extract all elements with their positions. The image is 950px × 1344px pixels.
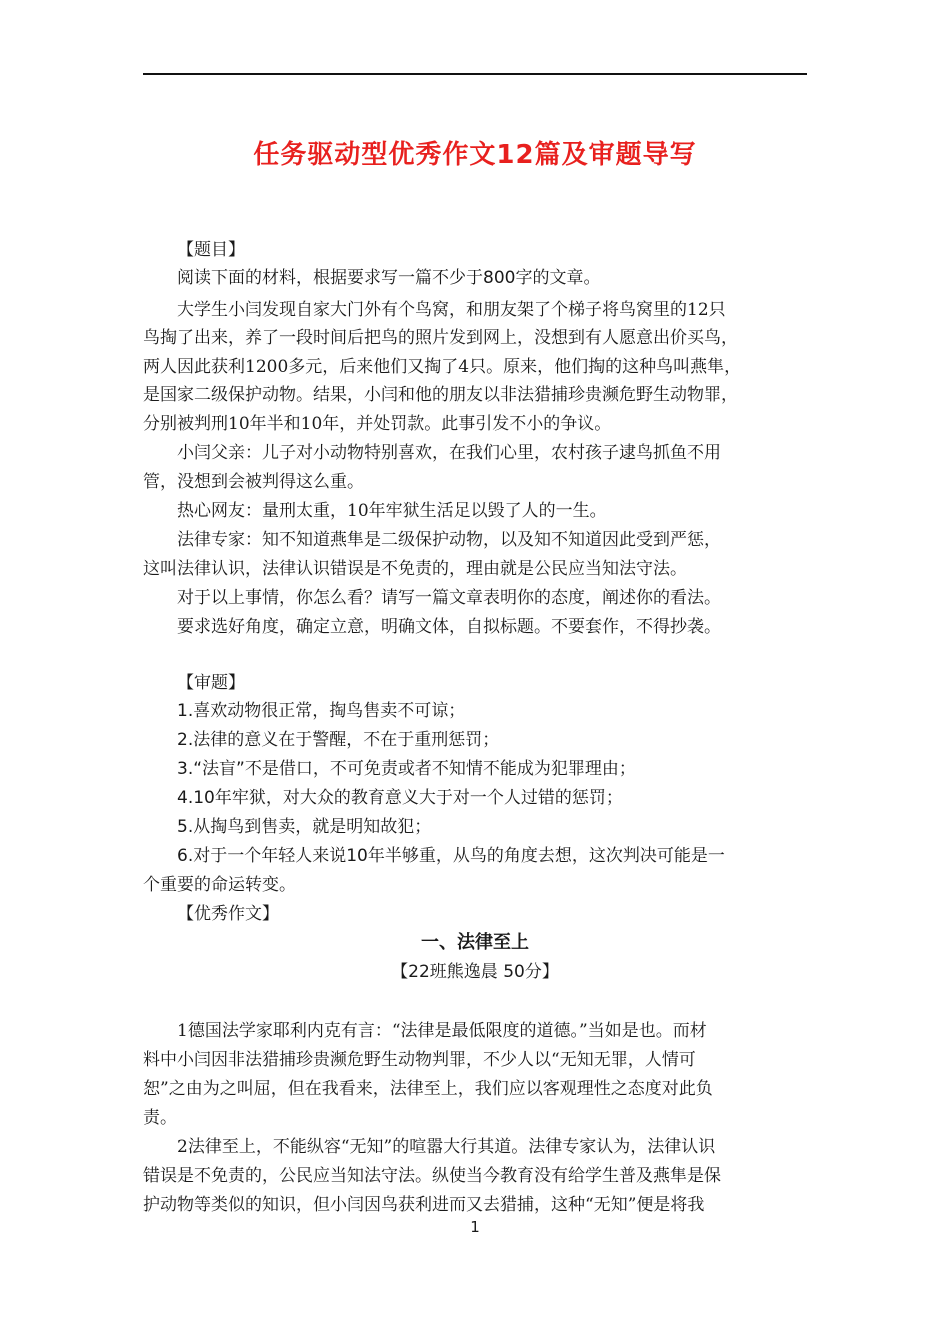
document-title: 任务驱动型优秀作文12篇及审题导写 (253, 140, 697, 170)
header-rule (143, 73, 807, 75)
topic-line: 对于以上事情，你怎么看？请写一篇文章表明你的态度，阐述你的看法。 (177, 588, 721, 608)
section-label-analysis: 【审题】 (177, 673, 245, 693)
analysis-point: 3.“法盲”不是借口，不可免责或者不知情不能成为犯罪理由； (177, 759, 636, 779)
section-label-topic: 【题目】 (177, 240, 245, 260)
topic-line: 热心网友：量刑太重，10年牢狱生活足以毁了人的一生。 (177, 501, 607, 521)
page-number: 1 (470, 1218, 480, 1236)
essay-line: 恕”之由为之叫屈，但在我看来，法律至上，我们应以客观理性之态度对此负 (143, 1079, 713, 1099)
topic-line: 分别被判刑10年半和10年，并处罚款。此事引发不小的争议。 (143, 414, 612, 434)
topic-line: 阅读下面的材料，根据要求写一篇不少于800字的文章。 (177, 268, 601, 288)
topic-line: 是国家二级保护动物。结果，小闫和他的朋友以非法猎捕珍贵濒危野生动物罪， (143, 385, 738, 405)
analysis-point: 个重要的命运转变。 (143, 875, 296, 895)
essay-line: 2法律至上，不能纵容“无知”的喧嚣大行其道。法律专家认为，法律认识 (177, 1137, 716, 1157)
topic-line: 管，没想到会被判得这么重。 (143, 472, 364, 492)
topic-line: 小闫父亲：儿子对小动物特别喜欢，在我们心里，农村孩子逮鸟抓鱼不用 (177, 443, 721, 463)
essay-title: 一、法律至上 (421, 932, 529, 953)
topic-line: 这叫法律认识，法律认识错误是不免责的，理由就是公民应当知法守法。 (143, 559, 687, 579)
section-label-essays: 【优秀作文】 (177, 904, 279, 924)
topic-line: 法律专家：知不知道燕隼是二级保护动物，以及知不知道因此受到严惩， (177, 530, 721, 550)
analysis-point: 6.对于一个年轻人来说10年半够重，从鸟的角度去想，这次判决可能是一 (177, 846, 725, 866)
essay-line: 护动物等类似的知识，但小闫因鸟获利进而又去猎捕，这种“无知”便是将我 (143, 1195, 705, 1215)
analysis-point: 1.喜欢动物很正常，掏鸟售卖不可谅； (177, 701, 466, 721)
essay-byline: 【22班熊逸晨 50分】 (391, 962, 559, 982)
analysis-point: 2.法律的意义在于警醒，不在于重刑惩罚； (177, 730, 500, 750)
topic-line: 要求选好角度，确定立意，明确文体，自拟标题。不要套作，不得抄袭。 (177, 617, 721, 637)
essay-line: 料中小闫因非法猎捕珍贵濒危野生动物判罪，不少人以“无知无罪，人情可 (143, 1050, 696, 1070)
topic-line: 大学生小闫发现自家大门外有个鸟窝，和朋友架了个梯子将鸟窝里的12只 (177, 300, 726, 320)
analysis-point: 5.从掏鸟到售卖，就是明知故犯； (177, 817, 432, 837)
topic-line: 两人因此获利1200多元，后来他们又掏了4只。原来，他们掏的这种鸟叫燕隼， (143, 357, 742, 377)
essay-line: 1德国法学家耶利内克有言：“法律是最低限度的道德。”当如是也。而材 (177, 1021, 707, 1041)
essay-line: 责。 (143, 1108, 177, 1128)
analysis-point: 4.10年牢狱，对大众的教育意义大于对一个人过错的惩罚； (177, 788, 623, 808)
topic-line: 鸟掏了出来，养了一段时间后把鸟的照片发到网上，没想到有人愿意出价买鸟， (143, 328, 738, 348)
essay-line: 错误是不免责的，公民应当知法守法。纵使当今教育没有给学生普及燕隼是保 (143, 1166, 721, 1186)
